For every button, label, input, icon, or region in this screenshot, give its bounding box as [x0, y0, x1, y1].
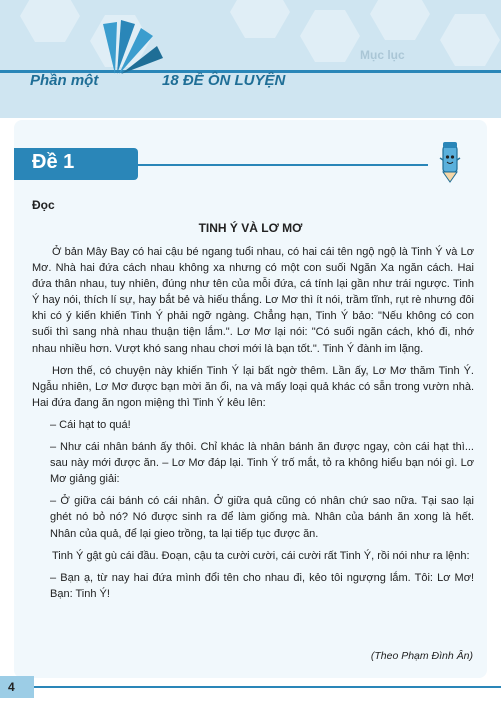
story-paragraph: Ở bản Mây Bay có hai cậu bé ngang tuổi nhau, có hai cái tên ngộ ngộ là Tinh Ý và Lơ Mơ. Nhà hai đứa cách nhau không xa nhưng có một con suối Ngăn Xa ngăn cách. Hai đứa thân nhau, tuy nhiên, đúng như tên của mỗi đứa, cá tính lại gần như trái ngược. Tinh Ý hay nói, thích lí sự, hay bắt bẻ và hiếu thắng. Lơ Mơ thì ít nói, trầm tĩnh, rụt rè nhưng đôi khi có ý kiến khiến Tinh Ý phải ngỡ ngàng. Chẳng hạn, Tinh Ý bảo: "Nếu không có con suối thì sang nhà nhau thuận tiện lắm.". Lơ Mơ lại nói: "Có suối ngăn cách, khó đi, nhớ nhau nhiều hơn. Vượt khó sang nhau chơi mới là bạn tốt.". Tinh Ý đành im lặng.: [32, 246, 474, 355]
story-dialogue: – Cái hạt to quá!: [50, 418, 131, 431]
story-text: [32, 244, 474, 608]
exam-badge-rule: [138, 164, 428, 166]
page-number: 4: [0, 676, 34, 698]
footer-rule: [34, 686, 501, 688]
section-title: 18 ĐỀ ÔN LUYỆN: [162, 72, 286, 89]
fan-decoration-icon: [95, 18, 165, 76]
pencil-mascot-icon: [436, 140, 464, 184]
story-dialogue: – Như cái nhân bánh ấy thôi. Chỉ khác là nhân bánh ăn được ngay, còn cái hạt thì... sau này mới được ăn. – Lơ Mơ đáp lại. Tinh Ý trố mắt, tỏ ra không hiểu bạn nói gì. Lơ Mơ giảng giải:: [50, 441, 474, 486]
story-dialogue: – Bạn ạ, từ nay hai đứa mình đổi tên cho nhau đi, kẻo tôi ngượng lắm. Tôi: Lơ Mơ! Bạn: Tinh Ý!: [50, 571, 474, 600]
section-label: Đọc: [32, 198, 55, 212]
part-label: Phần một: [30, 72, 99, 89]
exam-badge: Đề 1: [14, 148, 138, 180]
story-dialogue: – Ở giữa cái bánh có cái nhân. Ở giữa quả cũng có nhân chứ sao nữa. Tại sao lại ghét nó bỏ nó? Nó được sinh ra để làm giống mà. Nhân của bánh ăn xong là hết. Nhân của quả, để lại gieo trồng, ta lại tiếp tục được ăn.: [50, 495, 474, 540]
story-paragraph: Tinh Ý gật gù cái đầu. Đoạn, cậu ta cười cười, cái cười rất Tinh Ý, rồi nói như ra lệnh:: [52, 549, 470, 562]
ghost-title: Mục lục: [360, 48, 405, 62]
header-banner: [0, 0, 501, 118]
story-source: (Theo Phạm Đình Ân): [370, 650, 473, 662]
story-title: TINH Ý VÀ LƠ MƠ: [198, 221, 303, 235]
story-paragraph: Hơn thế, có chuyện này khiến Tinh Ý lại bất ngờ thêm. Lần ấy, Lơ Mơ thăm Tinh Ý. Ngẫu nhiên, Lơ Mơ được bạn mời ăn ổi, na và mấy loại quả khác có sẵn trong vườn nhà. Hai đứa đang ăn ngon miệng thì Tinh Ý kêu lên:: [32, 364, 474, 409]
